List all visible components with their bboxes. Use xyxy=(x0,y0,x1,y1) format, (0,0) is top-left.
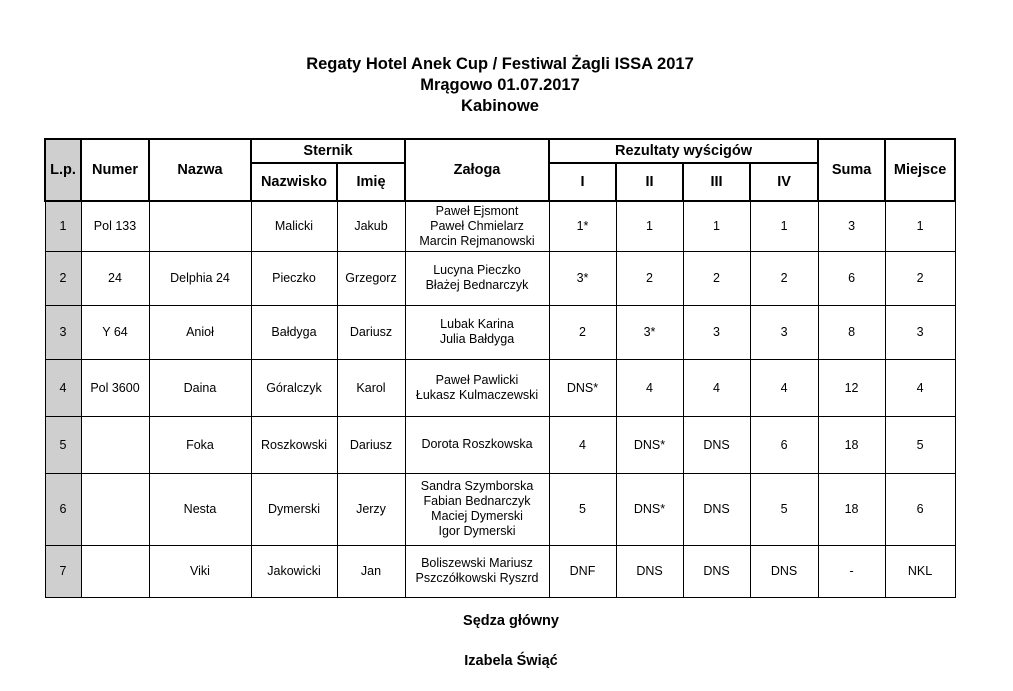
cell-lp: 2 xyxy=(45,251,81,305)
header-lp: L.p. xyxy=(45,139,81,201)
header-sternik: Sternik xyxy=(251,139,405,163)
table-row xyxy=(45,545,955,597)
cell-imie: Dariusz xyxy=(337,416,405,473)
cell-nazwa: Anioł xyxy=(149,305,251,359)
table-row xyxy=(45,359,955,416)
crew-member: Paweł Chmielarz xyxy=(430,218,524,233)
cell-lp: 6 xyxy=(45,473,81,545)
cell-nazwa: Nesta xyxy=(149,473,251,545)
cell-nazwa xyxy=(149,201,251,251)
cell-suma: 3 xyxy=(818,201,885,251)
cell-race-2: 2 xyxy=(616,251,683,305)
cell-suma: 12 xyxy=(818,359,885,416)
cell-nazwisko: Malicki xyxy=(251,201,337,251)
header-rezultaty: Rezultaty wyścigów xyxy=(549,139,818,163)
results-table xyxy=(44,138,956,598)
crew-member: Łukasz Kulmaczewski xyxy=(415,387,539,402)
cell-zaloga xyxy=(405,305,549,359)
cell-nazwisko: Bałdyga xyxy=(251,305,337,359)
cell-race-3: 1 xyxy=(683,201,750,251)
cell-numer xyxy=(81,545,149,597)
table-row xyxy=(45,201,955,251)
cell-zaloga xyxy=(405,473,549,545)
cell-nazwa: Daina xyxy=(149,359,251,416)
cell-imie: Jan xyxy=(337,545,405,597)
cell-imie: Jakub xyxy=(337,201,405,251)
header-numer: Numer xyxy=(81,139,149,201)
cell-race-3: DNS xyxy=(683,416,750,473)
cell-race-1: 2 xyxy=(549,305,616,359)
document-title xyxy=(0,54,1000,117)
crew-member: Pszczółkowski Ryszrd xyxy=(415,571,539,585)
cell-imie: Jerzy xyxy=(337,473,405,545)
cell-race-1: DNF xyxy=(549,545,616,597)
crew-member: Dorota Roszkowska xyxy=(421,437,533,451)
crew-member: Marcin Rejmanowski xyxy=(419,233,535,248)
header-race-4: IV xyxy=(750,163,818,201)
cell-miejsce: 3 xyxy=(885,305,955,359)
cell-nazwisko: Góralczyk xyxy=(251,359,337,416)
cell-race-4: DNS xyxy=(750,545,818,597)
cell-zaloga xyxy=(405,201,549,251)
crew-member: Julia Bałdyga xyxy=(439,332,515,346)
header-race-3: III xyxy=(683,163,750,201)
judge-name: Izabela Świąć xyxy=(464,653,558,669)
cell-numer xyxy=(81,473,149,545)
crew-member: Fabian Bednarczyk xyxy=(423,494,531,508)
cell-nazwa: Viki xyxy=(149,545,251,597)
cell-miejsce: NKL xyxy=(885,545,955,597)
cell-lp: 1 xyxy=(45,201,81,251)
cell-race-3: 3 xyxy=(683,305,750,359)
table-row xyxy=(45,416,955,473)
table-row xyxy=(45,305,955,359)
table-row xyxy=(45,251,955,305)
cell-nazwa: Foka xyxy=(149,416,251,473)
header-miejsce: Miejsce xyxy=(885,139,955,201)
cell-race-1: DNS* xyxy=(549,359,616,416)
cell-race-3: DNS xyxy=(683,545,750,597)
cell-race-4: 6 xyxy=(750,416,818,473)
cell-miejsce: 1 xyxy=(885,201,955,251)
cell-imie: Karol xyxy=(337,359,405,416)
cell-numer xyxy=(81,416,149,473)
cell-miejsce: 5 xyxy=(885,416,955,473)
cell-zaloga xyxy=(405,251,549,305)
cell-race-1: 4 xyxy=(549,416,616,473)
crew-member: Paweł Pawlicki xyxy=(435,372,519,387)
cell-race-4: 4 xyxy=(750,359,818,416)
cell-nazwisko: Roszkowski xyxy=(251,416,337,473)
cell-race-4: 2 xyxy=(750,251,818,305)
cell-race-4: 3 xyxy=(750,305,818,359)
header-nazwa: Nazwa xyxy=(149,139,251,201)
cell-miejsce: 4 xyxy=(885,359,955,416)
crew-member: Boliszewski Mariusz xyxy=(421,556,533,570)
cell-suma: - xyxy=(818,545,885,597)
cell-zaloga xyxy=(405,416,549,473)
cell-lp: 4 xyxy=(45,359,81,416)
crew-member: Paweł Ejsmont xyxy=(435,203,519,218)
cell-race-2: DNS* xyxy=(616,473,683,545)
cell-suma: 18 xyxy=(818,416,885,473)
cell-nazwisko: Dymerski xyxy=(251,473,337,545)
header-race-1: I xyxy=(549,163,616,201)
crew-member: Sandra Szymborska xyxy=(420,479,534,493)
cell-nazwisko: Pieczko xyxy=(251,251,337,305)
cell-race-3: DNS xyxy=(683,473,750,545)
header-suma: Suma xyxy=(818,139,885,201)
cell-race-4: 1 xyxy=(750,201,818,251)
cell-race-2: 3* xyxy=(616,305,683,359)
cell-miejsce: 2 xyxy=(885,251,955,305)
header-race-2: II xyxy=(616,163,683,201)
cell-numer: Y 64 xyxy=(81,305,149,359)
cell-race-3: 4 xyxy=(683,359,750,416)
cell-nazwisko: Jakowicki xyxy=(251,545,337,597)
header-imie: Imię xyxy=(337,163,405,201)
cell-race-4: 5 xyxy=(750,473,818,545)
cell-race-2: 1 xyxy=(616,201,683,251)
header-zaloga: Załoga xyxy=(405,139,549,201)
cell-race-2: 4 xyxy=(616,359,683,416)
crew-member: Maciej Dymerski xyxy=(431,509,523,523)
cell-nazwa: Delphia 24 xyxy=(149,251,251,305)
cell-race-2: DNS* xyxy=(616,416,683,473)
cell-race-2: DNS xyxy=(616,545,683,597)
cell-numer: Pol 3600 xyxy=(81,359,149,416)
title-line-3: Kabinowe xyxy=(461,97,539,115)
title-line-1: Regaty Hotel Anek Cup / Festiwal Żagli ISSA 2017 xyxy=(306,55,694,73)
cell-race-1: 5 xyxy=(549,473,616,545)
cell-imie: Grzegorz xyxy=(337,251,405,305)
cell-zaloga xyxy=(405,545,549,597)
cell-race-1: 3* xyxy=(549,251,616,305)
cell-zaloga xyxy=(405,359,549,416)
crew-member: Igor Dymerski xyxy=(438,524,516,538)
cell-race-1: 1* xyxy=(549,201,616,251)
crew-member: Lucyna Pieczko xyxy=(433,263,521,277)
cell-lp: 7 xyxy=(45,545,81,597)
cell-numer: Pol 133 xyxy=(81,201,149,251)
cell-lp: 5 xyxy=(45,416,81,473)
cell-suma: 18 xyxy=(818,473,885,545)
cell-suma: 8 xyxy=(818,305,885,359)
cell-imie: Dariusz xyxy=(337,305,405,359)
crew-member: Lubak Karina xyxy=(440,317,514,331)
table-row xyxy=(45,473,955,545)
crew-member: Błażej Bednarczyk xyxy=(425,278,529,292)
cell-numer: 24 xyxy=(81,251,149,305)
judge-role: Sędza główny xyxy=(463,613,559,629)
cell-miejsce: 6 xyxy=(885,473,955,545)
title-line-2: Mrągowo 01.07.2017 xyxy=(420,76,580,94)
cell-suma: 6 xyxy=(818,251,885,305)
header-nazwisko: Nazwisko xyxy=(251,163,337,201)
cell-race-3: 2 xyxy=(683,251,750,305)
cell-lp: 3 xyxy=(45,305,81,359)
